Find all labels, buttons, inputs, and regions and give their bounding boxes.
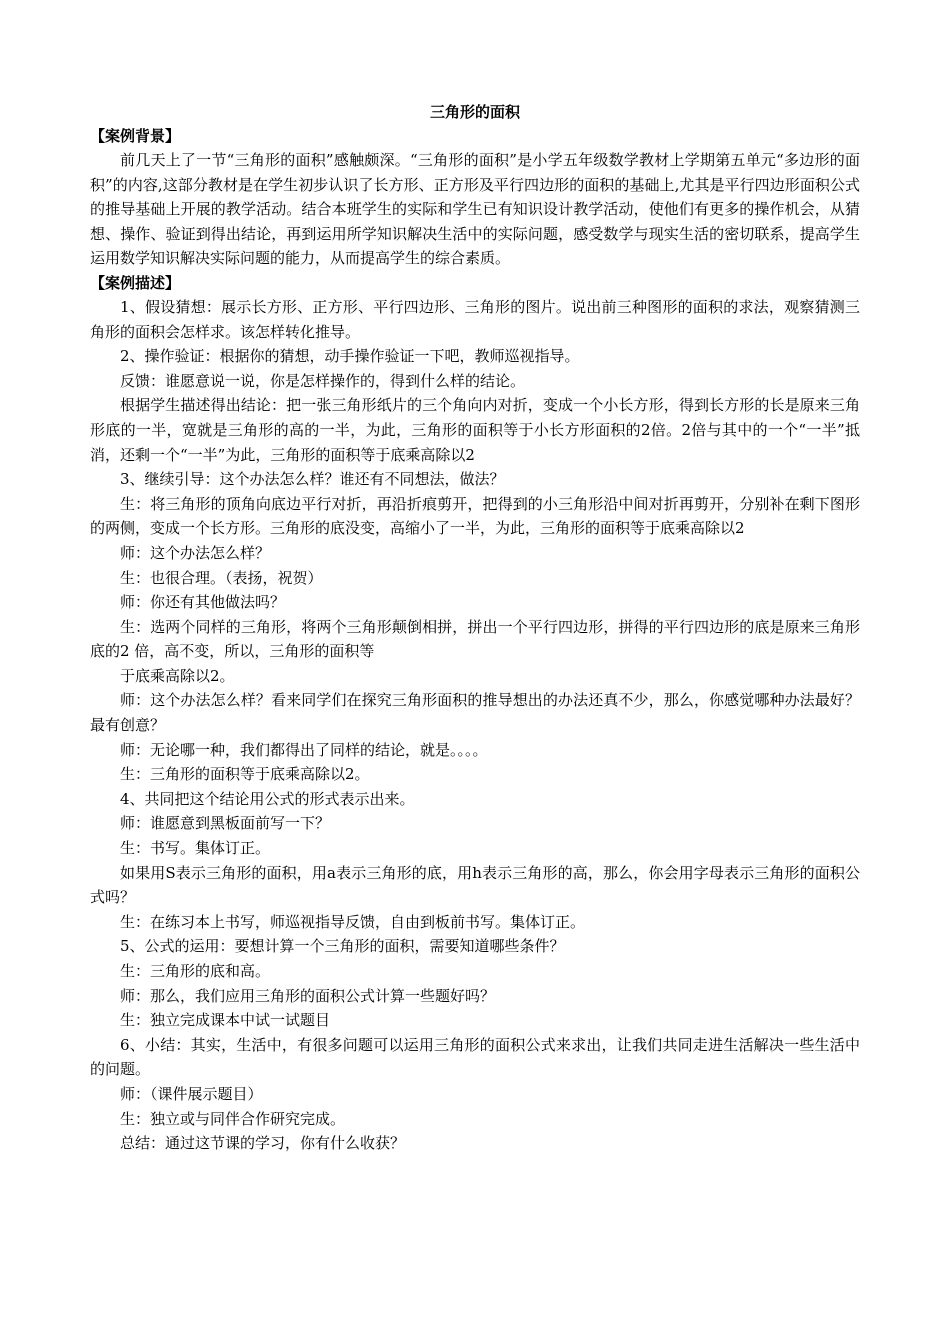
paragraph: 6、小结：其实，生活中，有很多问题可以运用三角形的面积公式来求出，让我们共同走进生活解决一些生活中的问题。 <box>90 1035 860 1079</box>
description-heading: 【案例描述】 <box>90 273 181 292</box>
paragraph: 师：（课件展示题目） <box>120 1084 263 1103</box>
paragraph: 生：三角形的面积等于底乘高除以2。 <box>120 765 370 784</box>
background-paragraph: 前几天上了一节“三角形的面积”感触颇深。“三角形的面积”是小学五年级数学教材上学期第五单元“多边形的面积”的内容,这部分教材是在学生初步认识了长方形、正方形及平行四边形的面积的基础上,尤其是平行四边形面积公式的推导基础上开展的教学活动。结合本班学生的实际和学生已有知识设计教学活动，使他们有更多的操作机会，从猜想、操作、验证到得出结论，再到运用所学知识解决生活中的实际问题，感受数学与现实生活的密切联系，提高学生运用数学知识解决实际问题的能力，从而提高学生的综合素质。 <box>90 151 860 268</box>
paragraph: 师：那么，我们应用三角形的面积公式计算一些题好吗？ <box>120 986 496 1005</box>
paragraph: 生：书写。集体订正。 <box>120 839 271 858</box>
paragraph: 如果用S表示三角形的面积，用a表示三角形的底，用h表示三角形的高，那么，你会用字母表示三角形的面积公式吗？ <box>90 863 860 907</box>
paragraph: 生：独立完成课本中试一试题目 <box>120 1011 331 1030</box>
paragraph: 5、公式的运用：要想计算一个三角形的面积，需要知道哪些条件？ <box>120 937 565 956</box>
paragraph: 于底乘高除以2。 <box>120 666 235 685</box>
paragraph: 生：在练习本上书写，师巡视指导反馈，自由到板前书写。集体订正。 <box>120 912 586 931</box>
paragraph: 生：三角形的底和高。 <box>120 962 271 980</box>
paragraph: 总结：通过这节课的学习，你有什么收获？ <box>120 1134 406 1153</box>
paragraph: 根据学生描述得出结论：把一张三角形纸片的三个角向内对折，变成一个小长方形，得到长方形的长是原来三角形底的一半，宽就是三角形的高的一半，为此，三角形的面积等于小长方形面积的2倍。2倍与其中的一个“一半”抵消，还剩一个“一半”为此，三角形的面积等于底乘高除以2 <box>90 396 860 464</box>
paragraph: 师：你还有其他做法吗？ <box>120 593 286 612</box>
paragraph: 师：谁愿意到黑板面前写一下？ <box>120 814 331 833</box>
paragraph: 师：无论哪一种，我们都得出了同样的结论，就是。。。。 <box>120 740 488 759</box>
paragraph: 生：独立或与同伴合作研究完成。 <box>120 1109 346 1128</box>
paragraph: 生：选两个同样的三角形，将两个三角形颠倒相拼，拼出一个平行四边形，拼得的平行四边形的底是原来三角形底的2 倍，高不变，所以，三角形的面积等 <box>90 617 860 661</box>
paragraph: 生：也很合理。（表扬，祝贺） <box>120 568 323 587</box>
paragraph: 师：这个办法怎么样？ <box>120 543 271 562</box>
paragraph: 4、共同把这个结论用公式的形式表示出来。 <box>120 789 415 808</box>
paragraph: 3、继续引导：这个办法怎么样？谁还有不同想法，做法？ <box>120 470 505 489</box>
page-title: 三角形的面积 <box>429 103 520 121</box>
background-heading: 【案例背景】 <box>90 127 181 145</box>
paragraph: 反馈：谁愿意说一说，你是怎样操作的，得到什么样的结论。 <box>120 371 526 390</box>
document-page <box>90 100 860 1156</box>
paragraph: 生：将三角形的顶角向底边平行对折，再沿折痕剪开，把得到的小三角形沿中间对折再剪开，分别补在剩下图形的两侧，变成一个长方形。三角形的底没变，高缩小了一半，为此，三角形的面积等于底乘高除以2 <box>90 494 860 538</box>
paragraph: 师：这个办法怎么样？看来同学们在探究三角形面积的推导想出的办法还真不少，那么，你感觉哪种办法最好？最有创意？ <box>90 691 860 735</box>
paragraph: 1、假设猜想：展示长方形、正方形、平行四边形、三角形的图片。说出前三种图形的面积的求法，观察猜测三角形的面积会怎样求。该怎样转化推导。 <box>90 297 860 341</box>
paragraph: 2、操作验证：根据你的猜想，动手操作验证一下吧，教师巡视指导。 <box>120 347 580 366</box>
